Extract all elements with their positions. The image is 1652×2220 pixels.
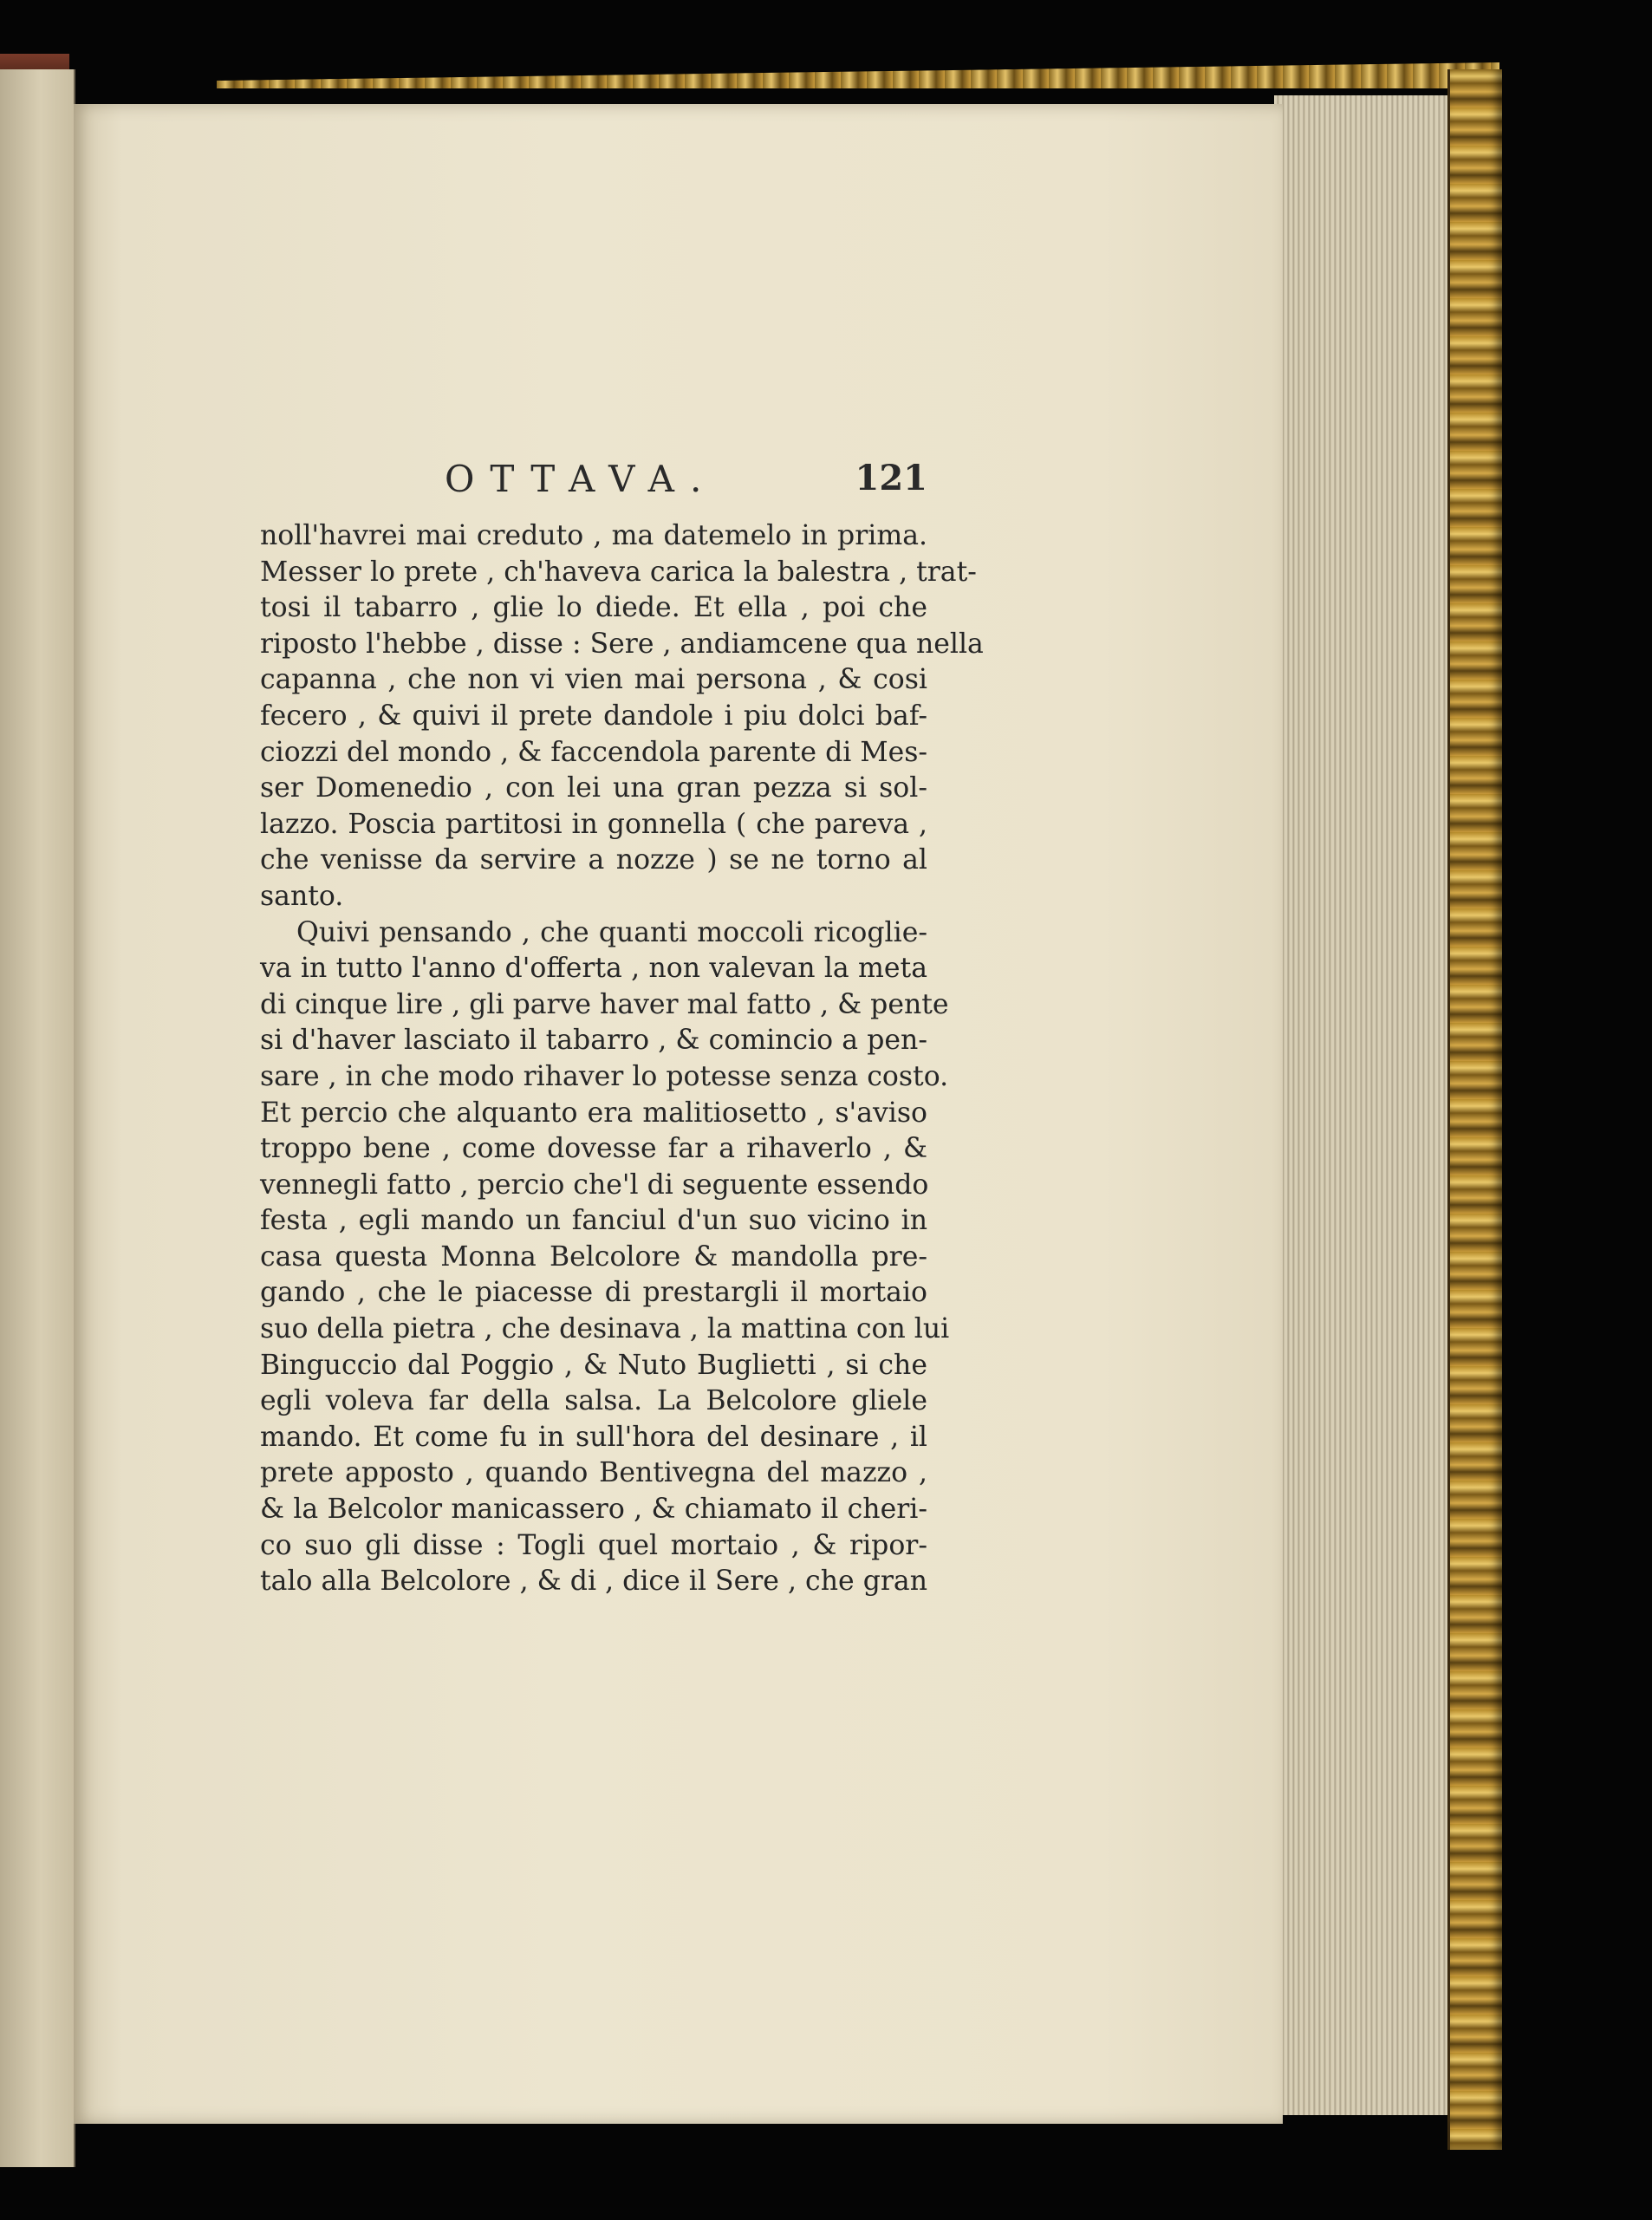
running-head xyxy=(260,458,927,511)
page-text xyxy=(260,458,984,1600)
text-line: Et percio che alquanto era malitiosetto , s'aviso xyxy=(260,1097,927,1129)
text-line: ciozzi del mondo , & faccendola parente di Mes- xyxy=(260,736,928,768)
text-line: capanna , che non vi vien mai persona , & cosi xyxy=(260,664,927,696)
text-line: suo della pietra , che desinava , la mattina con lui xyxy=(260,1313,950,1345)
text-line: che venisse da servire a nozze ) se ne torno al xyxy=(260,844,927,876)
text-line: va in tutto l'anno d'offerta , non valevan la meta xyxy=(260,953,927,985)
text-line: casa questa Monna Belcolore & mandolla pre- xyxy=(260,1240,927,1273)
text-line: co suo gli disse : Togli quel mortaio , & ripor- xyxy=(260,1529,927,1561)
text-line: tosi il tabarro , glie lo diede. Et ella , poi che xyxy=(260,592,927,624)
text-line: Quivi pensando , che quanti moccoli ricoglie- xyxy=(296,916,927,948)
text-line: vennegli fatto , percio che'l di seguente essendo xyxy=(260,1169,929,1201)
text-line: ser Domenedio , con lei una gran pezza si sol- xyxy=(260,772,927,804)
text-line: talo alla Belcolore , & di , dice il Sere , che gran xyxy=(260,1566,927,1598)
text-line: mando. Et come fu in sull'hora del desinare , il xyxy=(260,1421,927,1453)
text-line: & la Belcolor manicassero , & chiamato il cheri- xyxy=(260,1494,927,1526)
text-lines xyxy=(260,518,984,1600)
text-line: sare , in che modo rihaver lo potesse senza costo. xyxy=(260,1060,949,1092)
text-line: prete apposto , quando Bentivegna del mazzo , xyxy=(260,1457,927,1489)
text-line: festa , egli mando un fanciul d'un suo vicino in xyxy=(260,1205,927,1237)
page-block-edges xyxy=(1274,95,1450,2115)
text-line: troppo bene , come dovesse far a rihaverlo , & xyxy=(260,1133,927,1165)
gilt-fore-edge xyxy=(1447,69,1502,2150)
previous-page-edge xyxy=(0,69,75,2167)
gilt-top-edge xyxy=(217,62,1499,88)
text-line: gando , che le piacesse di prestargli il mortaio xyxy=(260,1277,927,1309)
text-line: fecero , & quivi il prete dandole i piu dolci baf- xyxy=(260,700,927,732)
page-number: 121 xyxy=(855,458,927,498)
text-line: Messer lo prete , ch'haveva carica la balestra , trat- xyxy=(260,556,977,588)
text-line: noll'havrei mai creduto , ma datemelo in prima. xyxy=(260,520,927,551)
text-line: egli voleva far della salsa. La Belcolore gliele xyxy=(260,1385,927,1417)
text-line: santo. xyxy=(260,880,344,912)
running-title: OTTAVA. xyxy=(445,458,718,500)
text-line: di cinque lire , gli parve haver mal fatto , & pente xyxy=(260,988,949,1020)
text-line: riposto l'hebbe , disse : Sere , andiamcene qua nella xyxy=(260,628,984,660)
text-line: Binguccio dal Poggio , & Nuto Buglietti , si che xyxy=(260,1349,927,1381)
text-line: si d'haver lasciato il tabarro , & comincio a pen- xyxy=(260,1025,927,1057)
text-line: lazzo. Poscia partitosi in gonnella ( che pareva , xyxy=(260,808,927,840)
